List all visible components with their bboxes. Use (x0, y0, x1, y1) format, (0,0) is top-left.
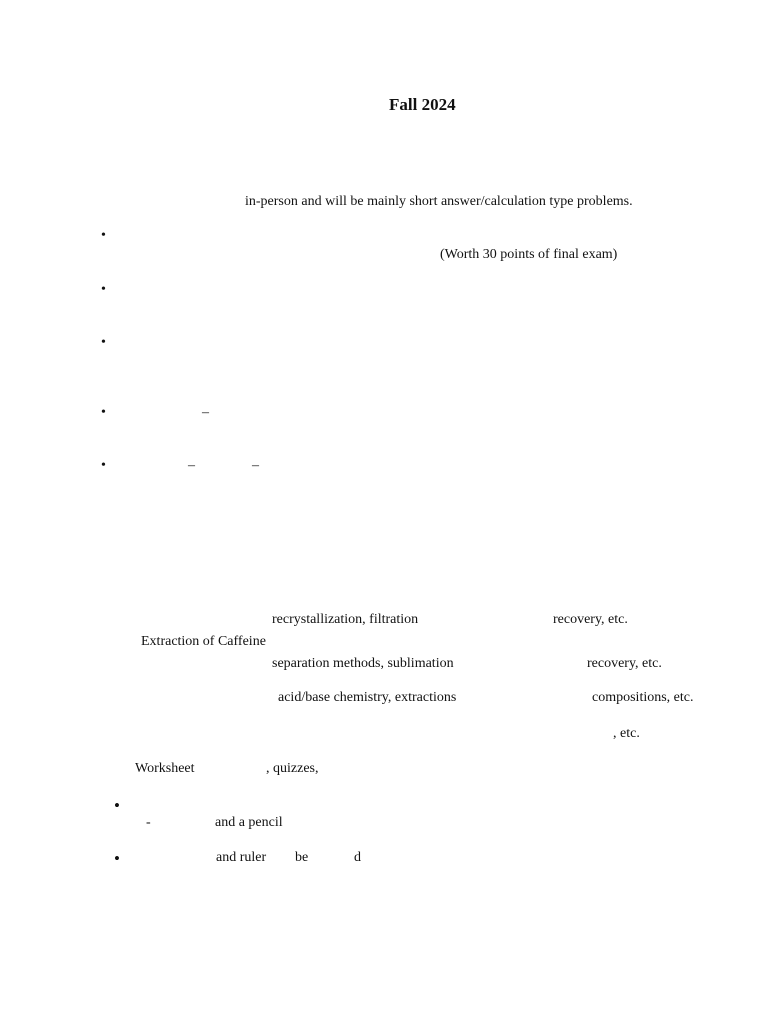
bullet-marker: • (101, 228, 106, 243)
bullet-marker: • (101, 282, 106, 297)
resource-worksheet: Worksheet (135, 761, 195, 776)
dash-separator: – (252, 458, 259, 473)
intro-text: in-person and will be mainly short answer/calculation type problems. (245, 194, 633, 209)
dash-separator: – (188, 458, 195, 473)
supply-text: and ruler (216, 850, 267, 865)
resource-quizzes: , quizzes, (266, 761, 319, 776)
bullet-marker: • (114, 849, 120, 868)
bullet-marker: • (101, 458, 106, 473)
lab-title: Extraction of Caffeine (141, 634, 266, 649)
lab-topic-text: recovery, etc. (587, 656, 662, 671)
lab-topic-text: , etc. (613, 726, 640, 741)
supply-text: d (354, 850, 361, 865)
supply-text: be (295, 850, 309, 865)
lab-topic-text: separation methods, sublimation (272, 656, 454, 671)
hyphen-separator: - (146, 815, 151, 830)
bullet-marker: • (101, 405, 106, 420)
lab-topic-text: recovery, etc. (553, 612, 628, 627)
bullet-marker: • (101, 335, 106, 350)
lab-topic-text: compositions, etc. (592, 690, 694, 705)
lab-topic-text: acid/base chemistry, extractions (278, 690, 457, 705)
lab-topic-text: recrystallization, filtration (272, 612, 419, 627)
bullet-marker: • (114, 796, 120, 815)
page-title: Fall 2024 (389, 95, 456, 114)
worth-note: (Worth 30 points of final exam) (440, 247, 618, 262)
supply-text: and a pencil (215, 815, 283, 830)
dash-separator: – (202, 405, 209, 420)
